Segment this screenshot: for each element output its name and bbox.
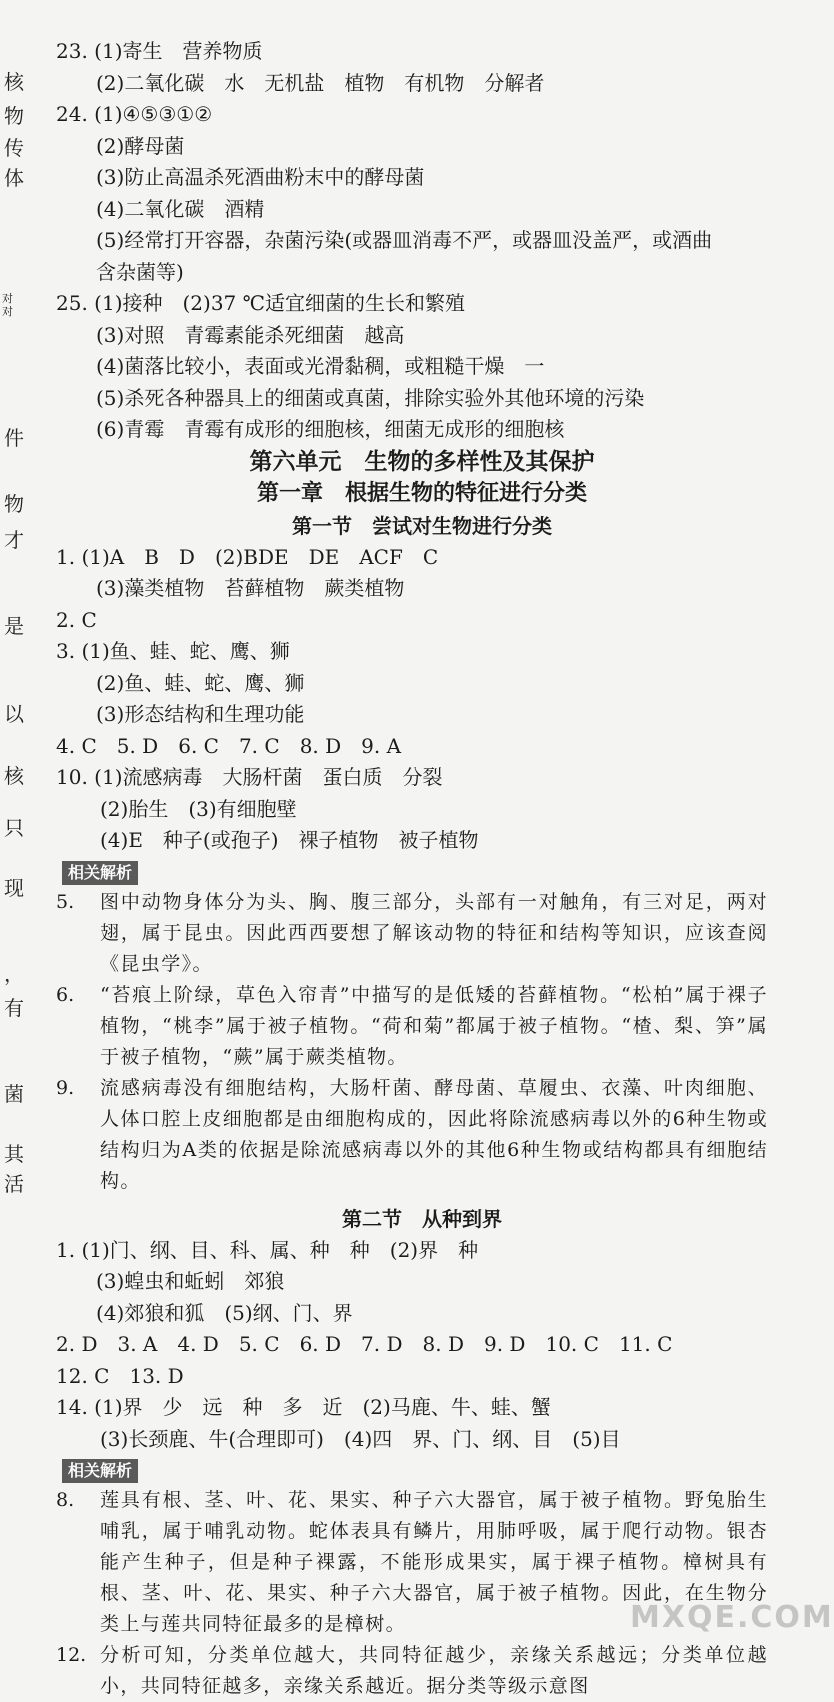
answer-line: (3)长颈鹿、牛(合理即可) (4)四 界、门、纲、目 (5)目 — [100, 1426, 621, 1451]
answer-line: (2)胎生 (3)有细胞壁 — [100, 796, 297, 821]
answer-line: (4)郊狼和狐 (5)纲、门、界 — [96, 1300, 353, 1325]
margin-char: 传 — [4, 136, 24, 160]
answer-line: (4)菌落比较小，表面或光滑黏稠，或粗糙干燥 一 — [96, 354, 545, 378]
margin-char: 现 — [4, 876, 24, 900]
margin-char: 对 — [2, 292, 13, 305]
answer-line: 23. (1)寄生 营养物质 — [56, 39, 263, 63]
analysis-badge: 相关解析 — [62, 861, 138, 885]
margin-char: 件 — [4, 426, 24, 450]
answer-line: (4)E 种子(或孢子) 裸子植物 被子植物 — [100, 828, 479, 852]
answer-line: (3)藻类植物 苔藓植物 蕨类植物 — [96, 576, 405, 600]
margin-char: 以 — [4, 702, 24, 726]
analysis-text: 图中动物身体分为头、胸、腹三部分，头部有一对触角，有三对足，两对翅，属于昆虫。因此西西要想了解该动物的特征和结构等知识，应该查阅《昆虫学》。 — [100, 890, 768, 975]
answer-line: (6)青霉 青霉有成形的细胞核，细菌无成形的细胞核 — [96, 417, 565, 441]
margin-char: 菌 — [4, 1082, 24, 1106]
answer-line: 25. (1)接种 (2)37 ℃适宜细菌的生长和繁殖 — [56, 291, 466, 315]
analysis-text: 莲具有根、茎、叶、花、果实、种子六大器官，属于被子植物。野兔胎生哺乳，属于哺乳动物。蛇体表具有鳞片，用肺呼吸，属于爬行动物。银杏能产生种子，但是种子裸露，不能形成果实，属于裸子植物。樟树具有根、茎、叶、花、果实、种子六大器官，属于被子植物。因此，在生物分类上与莲共同特征最多的是樟树。 — [100, 1489, 768, 1635]
margin-char: 有 — [4, 996, 24, 1020]
answer-line: 1. (1)门、纲、目、科、属、种 种 (2)界 种 — [56, 1237, 479, 1262]
analysis-number: 5. — [56, 890, 75, 913]
answer-line: (2)二氧化碳 水 无机盐 植物 有机物 分解者 — [96, 70, 545, 95]
section-title: 第一节 尝试对生物进行分类 — [292, 513, 552, 538]
margin-char: 活 — [4, 1172, 24, 1196]
analysis-text: “苔痕上阶绿，草色入帘青”中描写的是低矮的苔藓植物。“松柏”属于裸子植物，“桃李”属于被子植物。“荷和菊”都属于被子植物。“楂、梨、笋”属于被子植物，“蕨”属于蕨类植物。 — [100, 983, 768, 1068]
analysis-paragraph — [56, 1073, 768, 1197]
answer-line: 14. (1)界 少 远 种 多 近 (2)马鹿、牛、蛙、蟹 — [56, 1395, 551, 1419]
answers-block-section1 — [56, 542, 768, 857]
answer-line: 12. C 13. D — [56, 1363, 184, 1388]
margin-char: 其 — [4, 1142, 24, 1166]
margin-char: 核 — [4, 764, 24, 788]
margin-char: 只 — [4, 816, 24, 840]
margin-char: 对 — [2, 305, 13, 318]
answer-line: 10. (1)流感病毒 大肠杆菌 蛋白质 分裂 — [56, 765, 443, 789]
answer-line: 4. C 5. D 6. C 7. C 8. D 9. A — [56, 733, 402, 758]
analysis-number: 8. — [56, 1489, 75, 1511]
analysis-paragraph — [56, 1640, 768, 1702]
margin-char: 是 — [4, 614, 24, 638]
answer-line: 24. (1)④⑤③①② — [56, 102, 213, 126]
answer-page — [56, 36, 768, 1702]
section-title: 第二节 从种到界 — [342, 1206, 502, 1231]
answer-line: (4)二氧化碳 酒精 — [96, 196, 265, 221]
analysis-block-section1 — [56, 887, 768, 1197]
analysis-text: 分析可知，分类单位越大，共同特征越少，亲缘关系越远；分类单位越小，共同特征越多，亲缘关系越近。据分类等级示意图 — [100, 1644, 768, 1697]
answer-line: (3)防止高温杀死酒曲粉末中的酵母菌 — [96, 165, 425, 189]
answer-line: (2)酵母菌 — [96, 133, 185, 158]
answer-line: (5)经常打开容器，杂菌污染(或器皿消毒不严，或器皿没盖严，或酒曲 — [96, 228, 713, 252]
chapter-title: 第一章 根据生物的特征进行分类 — [256, 480, 587, 506]
margin-char: 物 — [4, 492, 24, 516]
answer-line: (5)杀死各种器具上的细菌或真菌，排除实验外其他环境的污染 — [96, 385, 645, 410]
analysis-text: 流感病毒没有细胞结构，大肠杆菌、酵母菌、草履虫、衣藻、叶肉细胞、人体口腔上皮细胞都是由细胞构成的，因此将除流感病毒以外的6种生物或结构归为A类的依据是除流感病毒以外的其他6种生物或结构都具有细胞结构。 — [100, 1076, 768, 1192]
analysis-number: 12. — [56, 1644, 87, 1666]
margin-char: 体 — [4, 166, 24, 190]
margin-char: 才 — [4, 528, 24, 552]
answer-line: (3)对照 青霉素能杀死细菌 越高 — [96, 322, 405, 347]
answers-block-section2 — [56, 1235, 768, 1456]
site-watermark: MXQE.COM — [630, 1600, 834, 1635]
answer-line: 2. D 3. A 4. D 5. C 6. D 7. D 8. D 9. D 10. C 11. C — [56, 1332, 673, 1356]
margin-char: 物 — [4, 104, 24, 128]
answer-line: 1. (1)A B D (2)BDE DE ACF C — [56, 544, 439, 569]
answers-block-q23-25 — [56, 36, 768, 446]
answer-line: 含杂菌等) — [96, 259, 184, 284]
answer-line: 2. C — [56, 607, 97, 632]
unit-title: 第六单元 生物的多样性及其保护 — [249, 448, 595, 475]
analysis-paragraph — [56, 980, 768, 1073]
margin-char: 核 — [4, 70, 24, 94]
answer-line: 3. (1)鱼、蛙、蛇、鹰、狮 — [56, 639, 290, 663]
margin-char: ， — [4, 962, 24, 986]
analysis-badge: 相关解析 — [62, 1459, 138, 1483]
answer-line: (3)蝗虫和蚯蚓 郊狼 — [96, 1269, 285, 1293]
left-margin-fragment — [0, 0, 34, 1644]
answer-line: (3)形态结构和生理功能 — [96, 702, 305, 726]
analysis-number: 6. — [56, 983, 75, 1006]
answer-line: (2)鱼、蛙、蛇、鹰、狮 — [96, 670, 305, 695]
analysis-paragraph — [56, 887, 768, 980]
analysis-number: 9. — [56, 1076, 75, 1099]
analysis-block-section2 — [56, 1485, 768, 1702]
